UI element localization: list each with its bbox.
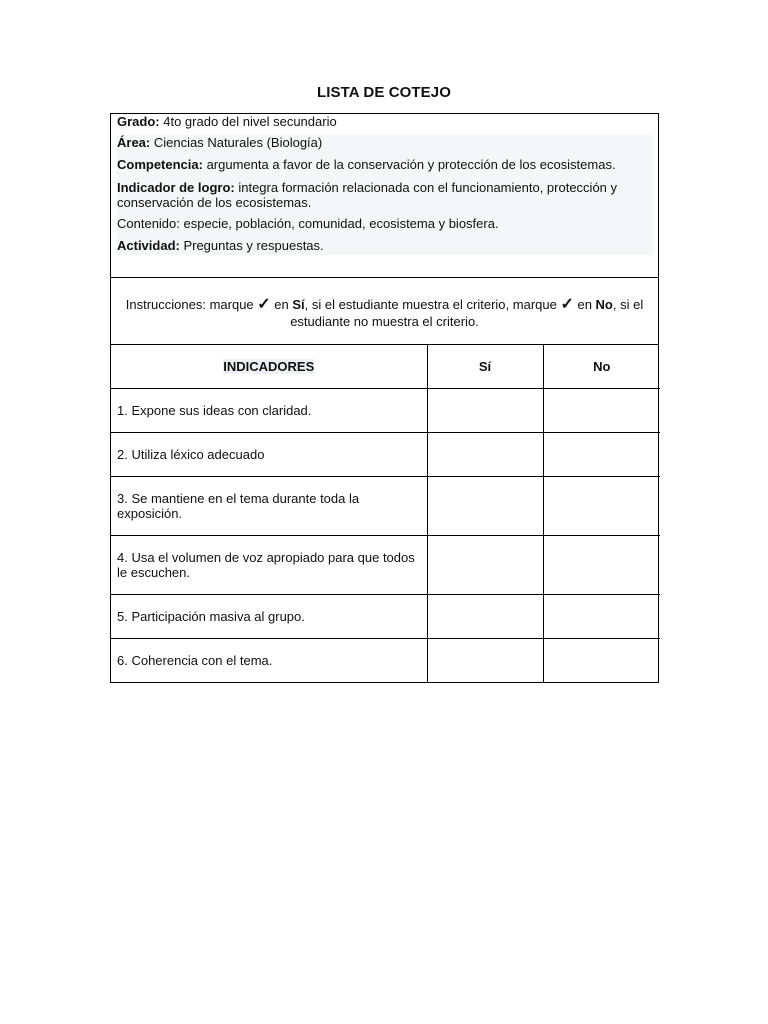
checkmark-icon: ✓ bbox=[257, 296, 271, 313]
document-title: LISTA DE COTEJO bbox=[316, 84, 451, 101]
no-check-cell[interactable] bbox=[543, 536, 660, 595]
indicator-cell: 4. Usa el volumen de voz apropiado para que todos le escuchen. bbox=[111, 536, 427, 595]
table-row bbox=[111, 477, 660, 536]
header-indicadores: INDICADORES bbox=[111, 345, 427, 389]
no-check-cell[interactable] bbox=[543, 639, 660, 683]
contenido-line: Contenido: especie, población, comunidad, ecosistema y biosfera. bbox=[117, 216, 653, 238]
instructions bbox=[111, 278, 658, 345]
indicador-line bbox=[117, 180, 653, 216]
table-row bbox=[111, 433, 660, 477]
no-check-cell[interactable] bbox=[543, 433, 660, 477]
instructions-text-5: , si el estudiante no muestra el criterio. bbox=[290, 297, 644, 329]
instructions-text-1: Instrucciones: marque bbox=[125, 297, 258, 312]
si-check-cell[interactable] bbox=[427, 595, 543, 639]
no-check-cell[interactable] bbox=[543, 595, 660, 639]
grado-label: Grado: bbox=[117, 114, 160, 129]
table-header-row bbox=[111, 345, 660, 389]
si-check-cell[interactable] bbox=[427, 639, 543, 683]
indicators-table bbox=[111, 345, 660, 682]
indicator-cell: 5. Participación masiva al grupo. bbox=[111, 595, 427, 639]
indicator-cell: 6. Coherencia con el tema. bbox=[111, 639, 427, 683]
indicator-cell: 3. Se mantiene en el tema durante toda la exposición. bbox=[111, 477, 427, 536]
table-row bbox=[111, 536, 660, 595]
info-section bbox=[111, 114, 658, 278]
table-row bbox=[111, 389, 660, 433]
header-si: Sí bbox=[427, 345, 543, 389]
actividad-value: Preguntas y respuestas. bbox=[179, 238, 324, 253]
area-line bbox=[117, 135, 653, 157]
indicador-value: integra formación relacionada con el funcionamiento, protección y conservación de los ecosistemas. bbox=[117, 180, 618, 210]
competencia-value: argumenta a favor de la conservación y protección de los ecosistemas. bbox=[202, 157, 616, 172]
competencia-line bbox=[117, 157, 653, 180]
instructions-text-3: , si el estudiante muestra el criterio, marque bbox=[304, 297, 561, 312]
si-check-cell[interactable] bbox=[427, 477, 543, 536]
table-row bbox=[111, 639, 660, 683]
indicator-cell: 1. Expone sus ideas con claridad. bbox=[111, 389, 427, 433]
area-label: Área: bbox=[117, 135, 151, 150]
instructions-text-4: en bbox=[573, 297, 596, 312]
grado-line bbox=[117, 114, 653, 135]
checklist-sheet bbox=[110, 113, 659, 683]
area-value: Ciencias Naturales (Biología) bbox=[150, 135, 323, 150]
instructions-text-2: en bbox=[270, 297, 293, 312]
si-check-cell[interactable] bbox=[427, 536, 543, 595]
checkmark-icon: ✓ bbox=[560, 296, 574, 313]
grado-value: 4to grado del nivel secundario bbox=[159, 114, 337, 129]
si-check-cell[interactable] bbox=[427, 389, 543, 433]
instructions-no: No bbox=[595, 297, 613, 312]
indicador-label: Indicador de logro: bbox=[117, 180, 235, 195]
actividad-label: Actividad: bbox=[117, 238, 180, 253]
indicator-cell: 2. Utiliza léxico adecuado bbox=[111, 433, 427, 477]
instructions-si: Sí bbox=[292, 297, 305, 312]
no-check-cell[interactable] bbox=[543, 477, 660, 536]
no-check-cell[interactable] bbox=[543, 389, 660, 433]
actividad-line bbox=[117, 238, 653, 255]
table-row bbox=[111, 595, 660, 639]
competencia-label: Competencia: bbox=[117, 157, 203, 172]
header-no: No bbox=[543, 345, 660, 389]
si-check-cell[interactable] bbox=[427, 433, 543, 477]
